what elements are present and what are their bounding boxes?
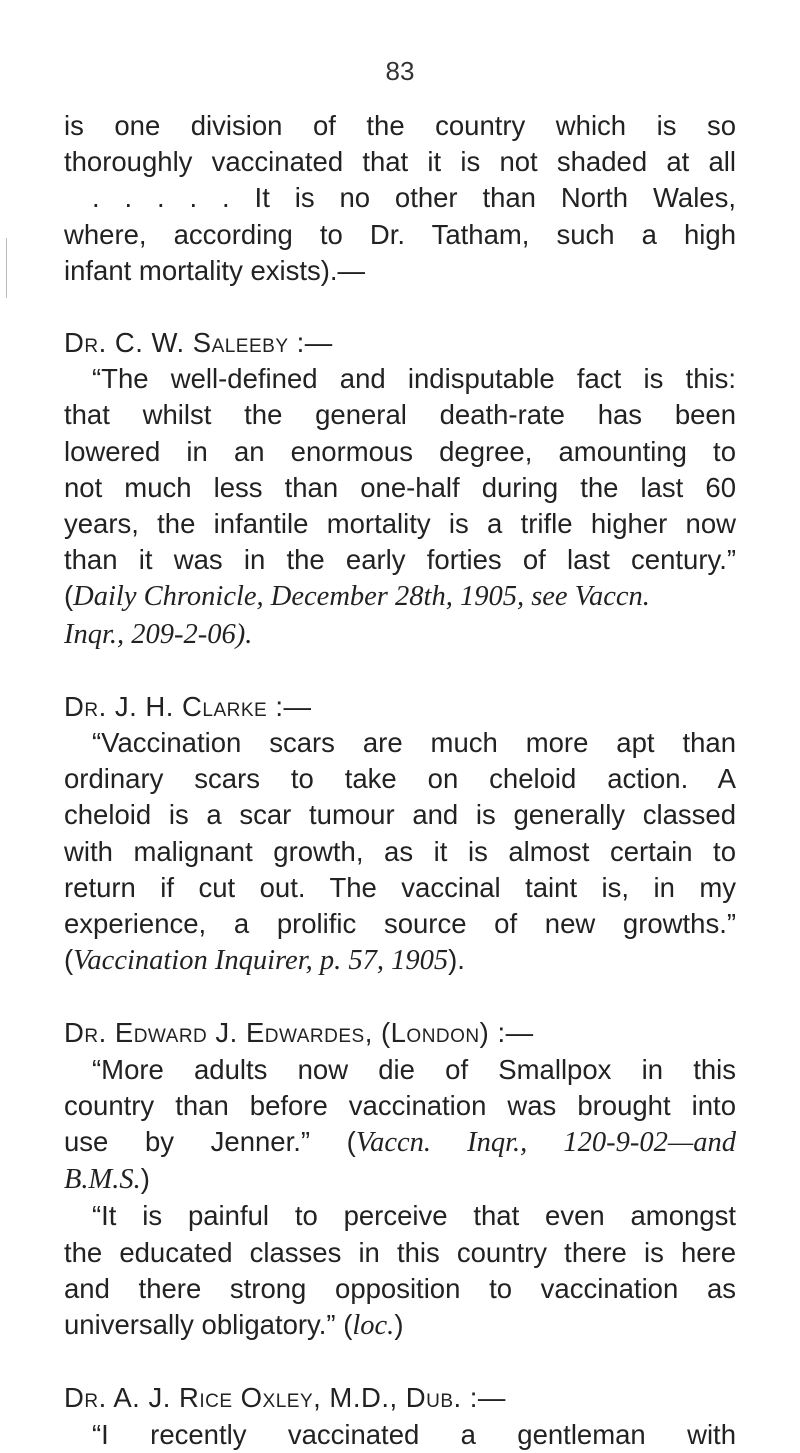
text-line: “Vaccination scars are much more apt than xyxy=(92,727,736,759)
citation-line: (Daily Chronicle, December 28th, 1905, see Vaccn. xyxy=(64,580,650,613)
text-line: with malignant growth, as it is almost certain to xyxy=(64,835,736,867)
text-line: ordinary scars to take on cheloid action. A xyxy=(64,763,736,795)
text-line: where, according to Dr. Tatham, such a high xyxy=(64,218,736,250)
text-line: thoroughly vaccinated that it is not shaded at all xyxy=(64,146,736,178)
text-line: country than before vaccination was brought into xyxy=(64,1089,736,1121)
author-heading: Dr. J. H. Clarke :— xyxy=(64,690,312,722)
author-heading: Dr. A. J. Rice Oxley, M.D., Dub. :— xyxy=(64,1382,506,1414)
text-line: infant mortality exists).— xyxy=(64,254,366,286)
author-heading: Dr. Edward J. Edwardes, (London) :— xyxy=(64,1017,534,1049)
page-number: 83 xyxy=(385,56,415,86)
text-line: not much less than one-half during the last 60 xyxy=(64,471,736,503)
author-heading: Dr. C. W. Saleeby :— xyxy=(64,327,333,359)
text-line: “More adults now die of Smallpox in this xyxy=(92,1053,736,1085)
text-line: years, the infantile mortality is a trifle higher now xyxy=(64,508,736,540)
citation-line: use by Jenner.” (Vaccn. Inqr., 120-9-02—and xyxy=(64,1126,736,1159)
citation-line: B.M.S.) xyxy=(64,1163,150,1196)
text-line: lowered in an enormous degree, amounting to xyxy=(64,435,736,467)
text-line: “It is painful to perceive that even amongst xyxy=(92,1200,736,1232)
margin-line xyxy=(6,238,7,298)
text-line: experience, a prolific source of new growths.” xyxy=(64,908,736,940)
text-line: cheloid is a scar tumour and is generally classed xyxy=(64,799,736,831)
text-line: the educated classes in this country there is here xyxy=(64,1236,736,1268)
text-line: return if cut out. The vaccinal taint is, in my xyxy=(64,871,736,903)
text-line: “I recently vaccinated a gentleman with xyxy=(92,1418,736,1450)
text-line: . . . . . It is no other than North Wales, xyxy=(92,182,736,214)
citation-line: Inqr., 209-2-06). xyxy=(64,618,253,650)
text-line: and there strong opposition to vaccination as xyxy=(64,1272,736,1304)
text-line: that whilst the general death-rate has been xyxy=(64,399,736,431)
citation-line: (Vaccination Inquirer, p. 57, 1905). xyxy=(64,944,465,977)
text-line: “The well-defined and indisputable fact is this: xyxy=(92,363,736,395)
page-text xyxy=(64,108,736,1453)
text-line: is one division of the country which is so xyxy=(64,110,736,141)
text-line: than it was in the early forties of last century.” xyxy=(64,544,736,576)
citation-line: universally obligatory.” (loc.) xyxy=(64,1309,404,1342)
